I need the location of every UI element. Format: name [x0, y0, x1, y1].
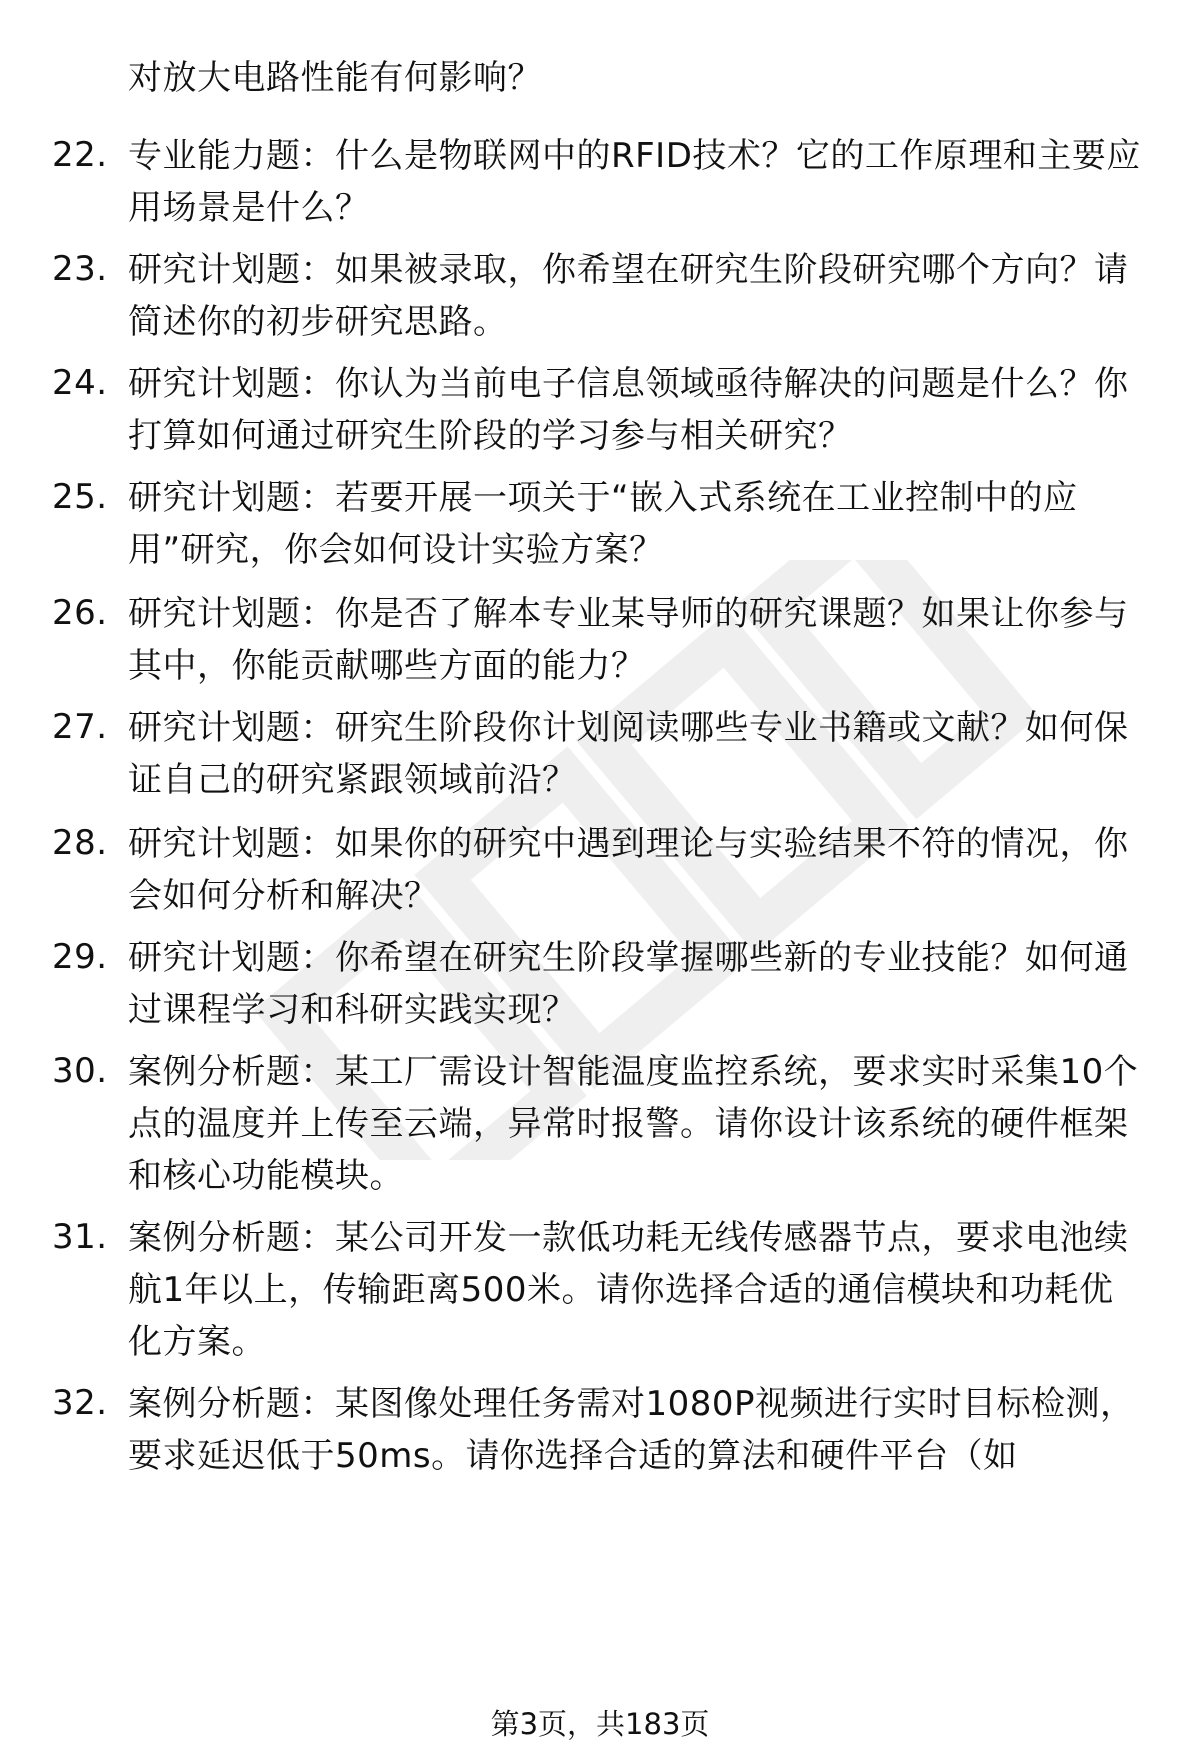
continuation-text: 对放大电路性能有何影响？ [128, 58, 542, 98]
question-number: 31. [52, 1217, 108, 1257]
page-footer: 第3页，共183页 [490, 1707, 710, 1741]
question-text: 案例分析题：某工厂需设计智能温度监控系统，要求实时采集10个点的温度并上传至云端，异常时报警。请你设计该系统的硬件框架和核心功能模块。 [128, 1052, 1139, 1196]
question-number: 28. [52, 823, 108, 863]
question-text: 研究计划题：你是否了解本专业某导师的研究课题？如果让你参与其中，你能贡献哪些方面的能力？ [128, 594, 1129, 686]
question-number: 32. [52, 1383, 108, 1423]
question-number: 30. [52, 1051, 108, 1091]
question-text: 研究计划题：如果你的研究中遇到理论与实验结果不符的情况，你会如何分析和解决？ [128, 824, 1129, 916]
question-text: 研究计划题：若要开展一项关于“嵌入式系统在工业控制中的应用”研究，你会如何设计实验方案？ [128, 478, 1078, 570]
question-number: 29. [52, 937, 108, 977]
question-text: 专业能力题：什么是物联网中的RFID技术？它的工作原理和主要应用场景是什么？ [128, 136, 1141, 228]
question-number: 25. [52, 477, 108, 517]
question-text: 研究计划题：你认为当前电子信息领域亟待解决的问题是什么？你打算如何通过研究生阶段的学习参与相关研究？ [128, 364, 1129, 456]
question-number: 24. [52, 363, 108, 403]
question-number: 27. [52, 707, 108, 747]
question-text: 研究计划题：研究生阶段你计划阅读哪些专业书籍或文献？如何保证自己的研究紧跟领域前沿？ [128, 708, 1129, 800]
question-number: 22. [52, 135, 108, 175]
question-text: 研究计划题：如果被录取，你希望在研究生阶段研究哪个方向？请简述你的初步研究思路。 [128, 250, 1129, 342]
question-text: 案例分析题：某图像处理任务需对1080P视频进行实时目标检测，要求延迟低于50ms。请你选择合适的算法和硬件平台（如 [128, 1384, 1135, 1476]
question-number: 26. [52, 593, 108, 633]
question-text: 案例分析题：某公司开发一款低功耗无线传感器节点，要求电池续航1年以上，传输距离500米。请你选择合适的通信模块和功耗优化方案。 [128, 1218, 1129, 1362]
question-number: 23. [52, 249, 108, 289]
question-text: 研究计划题：你希望在研究生阶段掌握哪些新的专业技能？如何通过课程学习和科研实践实现？ [128, 938, 1129, 1030]
